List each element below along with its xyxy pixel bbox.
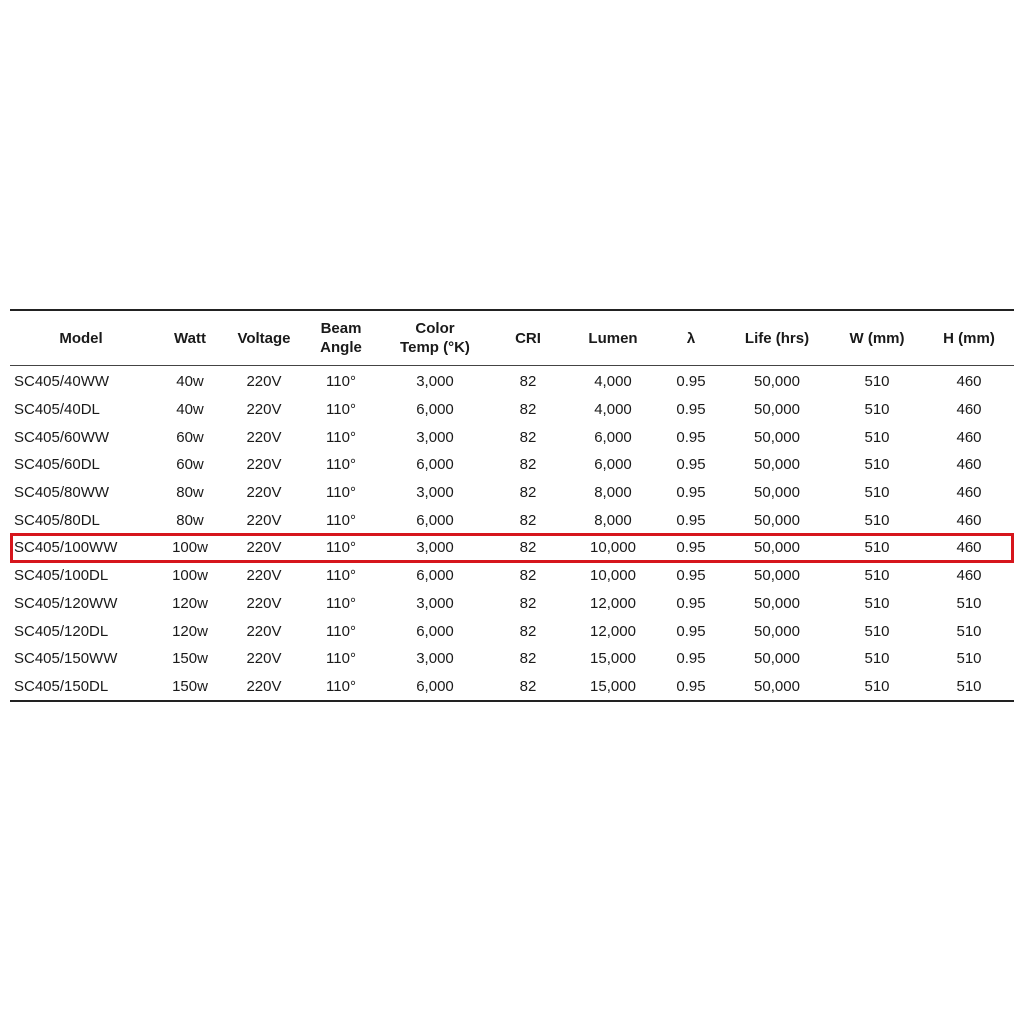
- cell-life: 50,000: [754, 650, 800, 668]
- cell-width: 510: [864, 567, 890, 585]
- cell-cri: 82: [519, 650, 537, 668]
- cell-voltage: 220V: [246, 594, 282, 612]
- cell-beam-angle: 110°: [326, 539, 356, 557]
- header-life: Life (hrs): [744, 329, 810, 347]
- table-body: [10, 366, 1014, 700]
- cell-cri: 82: [519, 567, 537, 585]
- cell-lumen: 12,000: [590, 594, 636, 612]
- header-beam-angle: Beam Angle: [320, 320, 362, 356]
- cell-beam-angle: 110°: [326, 373, 356, 391]
- cell-color-temp: 6,000: [416, 622, 454, 640]
- cell-height: 460: [956, 511, 982, 529]
- cell-lumen: 15,000: [590, 650, 636, 668]
- table-row: [10, 396, 1014, 424]
- cell-cri: 82: [519, 594, 537, 612]
- cell-lumen: 6,000: [594, 428, 632, 446]
- cell-lumen: 8,000: [594, 511, 632, 529]
- cell-voltage: 220V: [246, 428, 282, 446]
- cell-lambda: 0.95: [676, 373, 706, 391]
- cell-model: SC405/120WW: [14, 594, 118, 612]
- cell-beam-angle: 110°: [326, 484, 356, 502]
- cell-life: 50,000: [754, 511, 800, 529]
- cell-beam-angle: 110°: [326, 650, 356, 668]
- cell-height: 460: [956, 539, 982, 557]
- cell-cri: 82: [519, 511, 537, 529]
- cell-width: 510: [864, 456, 890, 474]
- cell-lumen: 6,000: [594, 456, 632, 474]
- cell-model: SC405/100WW: [14, 539, 118, 557]
- cell-cri: 82: [519, 539, 537, 557]
- cell-height: 460: [956, 567, 982, 585]
- cell-color-temp: 3,000: [416, 484, 454, 502]
- table-row: [10, 368, 1014, 396]
- cell-watt: 60w: [176, 456, 204, 474]
- cell-watt: 150w: [172, 650, 208, 668]
- header-lumen: Lumen: [588, 329, 638, 347]
- cell-color-temp: 3,000: [416, 373, 454, 391]
- spec-table: [10, 309, 1014, 702]
- cell-lumen: 12,000: [590, 622, 636, 640]
- cell-height: 510: [956, 677, 982, 695]
- cell-width: 510: [864, 539, 890, 557]
- cell-life: 50,000: [754, 428, 800, 446]
- cell-lambda: 0.95: [676, 511, 706, 529]
- cell-life: 50,000: [754, 401, 800, 419]
- cell-lambda: 0.95: [676, 650, 706, 668]
- table-row: [10, 506, 1014, 534]
- cell-voltage: 220V: [246, 511, 282, 529]
- cell-lambda: 0.95: [676, 428, 706, 446]
- cell-lambda: 0.95: [676, 594, 706, 612]
- cell-height: 510: [956, 594, 982, 612]
- cell-life: 50,000: [754, 484, 800, 502]
- cell-beam-angle: 110°: [326, 622, 356, 640]
- cell-watt: 100w: [172, 539, 208, 557]
- cell-lumen: 4,000: [594, 373, 632, 391]
- cell-voltage: 220V: [246, 650, 282, 668]
- table-row: [10, 645, 1014, 673]
- header-width: W (mm): [849, 329, 905, 347]
- cell-height: 460: [956, 401, 982, 419]
- cell-model: SC405/80DL: [14, 511, 100, 529]
- cell-life: 50,000: [754, 594, 800, 612]
- cell-cri: 82: [519, 456, 537, 474]
- cell-model: SC405/120DL: [14, 622, 109, 640]
- cell-color-temp: 6,000: [416, 401, 454, 419]
- cell-color-temp: 6,000: [416, 456, 454, 474]
- cell-cri: 82: [519, 401, 537, 419]
- cell-height: 460: [956, 373, 982, 391]
- table-row: [10, 617, 1014, 645]
- cell-voltage: 220V: [246, 622, 282, 640]
- cell-cri: 82: [519, 622, 537, 640]
- cell-beam-angle: 110°: [326, 428, 356, 446]
- cell-voltage: 220V: [246, 484, 282, 502]
- cell-model: SC405/40WW: [14, 373, 110, 391]
- cell-width: 510: [864, 484, 890, 502]
- cell-width: 510: [864, 622, 890, 640]
- cell-voltage: 220V: [246, 539, 282, 557]
- cell-voltage: 220V: [246, 373, 282, 391]
- cell-lambda: 0.95: [676, 456, 706, 474]
- cell-beam-angle: 110°: [326, 677, 356, 695]
- cell-lambda: 0.95: [676, 622, 706, 640]
- cell-color-temp: 6,000: [416, 677, 454, 695]
- cell-voltage: 220V: [246, 567, 282, 585]
- cell-lumen: 10,000: [590, 567, 636, 585]
- cell-width: 510: [864, 428, 890, 446]
- cell-life: 50,000: [754, 539, 800, 557]
- cell-watt: 150w: [172, 677, 208, 695]
- cell-watt: 40w: [176, 401, 204, 419]
- cell-height: 510: [956, 622, 982, 640]
- cell-watt: 80w: [176, 484, 204, 502]
- cell-life: 50,000: [754, 373, 800, 391]
- cell-life: 50,000: [754, 622, 800, 640]
- cell-watt: 100w: [172, 567, 208, 585]
- cell-color-temp: 3,000: [416, 539, 454, 557]
- cell-width: 510: [864, 511, 890, 529]
- cell-voltage: 220V: [246, 456, 282, 474]
- cell-beam-angle: 110°: [326, 594, 356, 612]
- cell-life: 50,000: [754, 456, 800, 474]
- cell-lumen: 15,000: [590, 677, 636, 695]
- table-row: [10, 534, 1014, 562]
- cell-watt: 80w: [176, 511, 204, 529]
- cell-height: 510: [956, 650, 982, 668]
- cell-width: 510: [864, 650, 890, 668]
- header-cri: CRI: [515, 329, 541, 347]
- header-model: Model: [59, 329, 103, 347]
- header-height: H (mm): [943, 329, 995, 347]
- cell-lambda: 0.95: [676, 677, 706, 695]
- cell-width: 510: [864, 594, 890, 612]
- cell-model: SC405/60WW: [14, 428, 110, 446]
- cell-model: SC405/100DL: [14, 567, 109, 585]
- cell-watt: 120w: [172, 622, 208, 640]
- cell-cri: 82: [519, 677, 537, 695]
- cell-lambda: 0.95: [676, 484, 706, 502]
- cell-width: 510: [864, 401, 890, 419]
- cell-life: 50,000: [754, 567, 800, 585]
- cell-width: 510: [864, 373, 890, 391]
- cell-cri: 82: [519, 373, 537, 391]
- cell-watt: 40w: [176, 373, 204, 391]
- cell-cri: 82: [519, 428, 537, 446]
- header-voltage: Voltage: [237, 329, 291, 347]
- cell-color-temp: 3,000: [416, 594, 454, 612]
- cell-color-temp: 3,000: [416, 428, 454, 446]
- cell-voltage: 220V: [246, 677, 282, 695]
- cell-lumen: 4,000: [594, 401, 632, 419]
- cell-model: SC405/150WW: [14, 650, 118, 668]
- cell-voltage: 220V: [246, 401, 282, 419]
- cell-model: SC405/150DL: [14, 677, 109, 695]
- cell-model: SC405/60DL: [14, 456, 100, 474]
- header-lambda: λ: [686, 329, 696, 347]
- header-color-temp: Color Temp (°K): [400, 320, 470, 356]
- cell-beam-angle: 110°: [326, 511, 356, 529]
- table-row: [10, 451, 1014, 479]
- header-watt: Watt: [174, 329, 206, 347]
- cell-model: SC405/40DL: [14, 401, 100, 419]
- table-row: [10, 562, 1014, 590]
- cell-lambda: 0.95: [676, 539, 706, 557]
- table-row: [10, 423, 1014, 451]
- cell-lambda: 0.95: [676, 567, 706, 585]
- cell-beam-angle: 110°: [326, 456, 356, 474]
- cell-color-temp: 6,000: [416, 511, 454, 529]
- cell-lambda: 0.95: [676, 401, 706, 419]
- cell-model: SC405/80WW: [14, 484, 110, 502]
- cell-color-temp: 3,000: [416, 650, 454, 668]
- cell-watt: 120w: [172, 594, 208, 612]
- cell-height: 460: [956, 428, 982, 446]
- cell-height: 460: [956, 484, 982, 502]
- table-row: [10, 590, 1014, 618]
- table-header: [10, 311, 1014, 366]
- cell-beam-angle: 110°: [326, 401, 356, 419]
- cell-lumen: 8,000: [594, 484, 632, 502]
- cell-lumen: 10,000: [590, 539, 636, 557]
- cell-beam-angle: 110°: [326, 567, 356, 585]
- table-row: [10, 673, 1014, 701]
- cell-width: 510: [864, 677, 890, 695]
- cell-watt: 60w: [176, 428, 204, 446]
- cell-life: 50,000: [754, 677, 800, 695]
- cell-height: 460: [956, 456, 982, 474]
- cell-cri: 82: [519, 484, 537, 502]
- table-row: [10, 479, 1014, 507]
- cell-color-temp: 6,000: [416, 567, 454, 585]
